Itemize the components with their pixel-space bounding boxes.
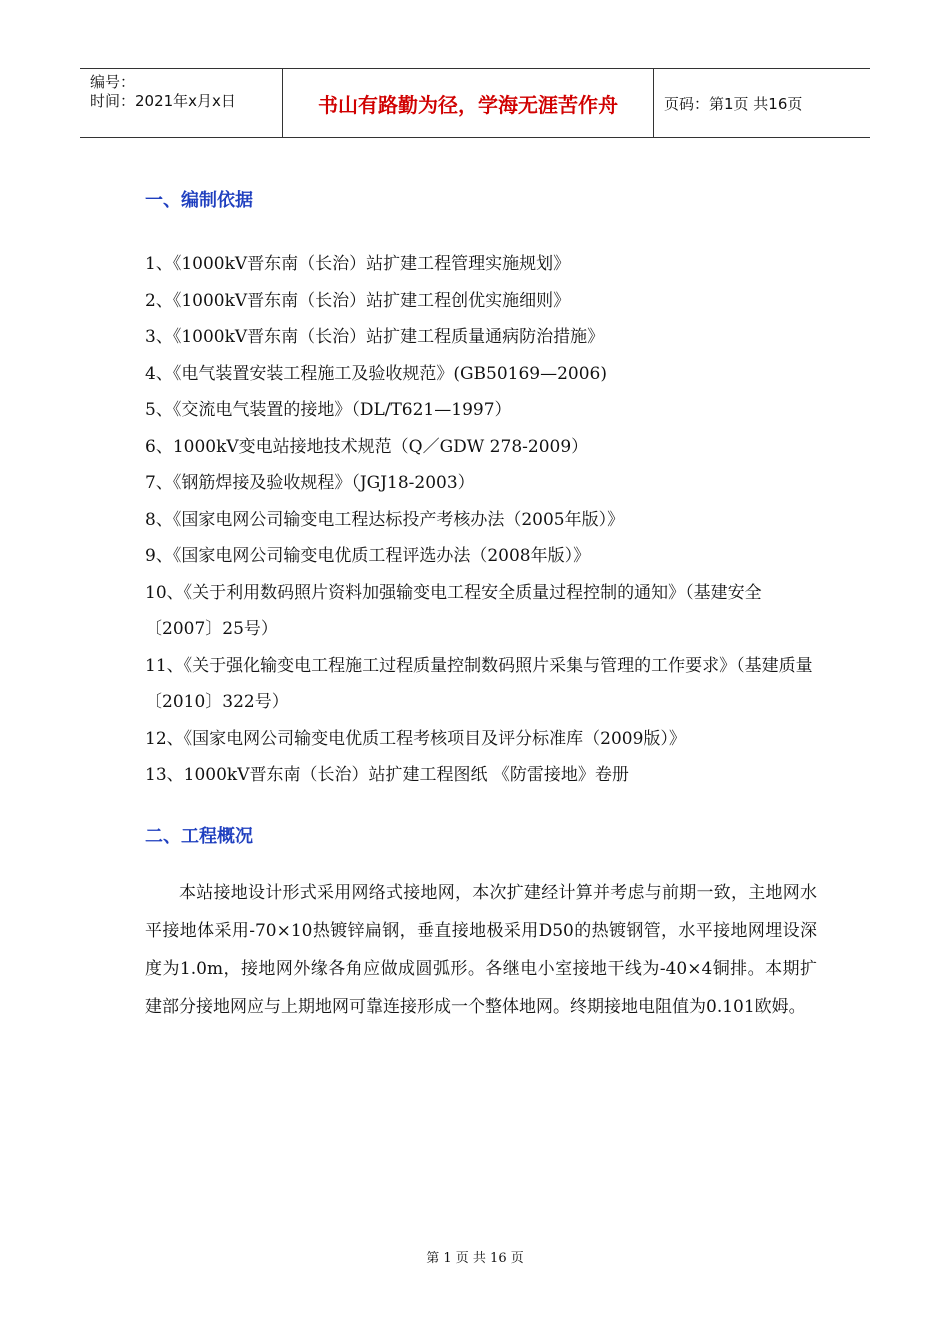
list-item: 13、1000kV晋东南（长治）站扩建工程图纸 《防雷接地》卷册 — [145, 765, 629, 785]
header-table — [80, 68, 870, 138]
list-item: 3、《1000kV晋东南（长治）站扩建工程质量通病防治措施》 — [145, 327, 605, 347]
list-item: 9、《国家电网公司输变电优质工程评选办法（2008年版）》 — [145, 546, 591, 566]
motto: 书山有路勤为径，学海无涯苦作舟 — [282, 69, 654, 137]
time-label: 时间：2021年x月x日 — [90, 92, 236, 110]
header-left-cell — [80, 69, 282, 137]
list-item: 5、《交流电气装置的接地》（DL/T621—1997） — [145, 400, 512, 420]
list-item: 8、《国家电网公司输变电工程达标投产考核办法（2005年版）》 — [145, 509, 625, 530]
number-label: 编号： — [90, 73, 136, 91]
list-item: 7、《钢筋焊接及验收规程》（JGJ18-2003） — [145, 473, 475, 493]
list-item: 1、《1000kV晋东南（长治）站扩建工程管理实施规划》 — [145, 254, 571, 274]
list-item: 6、1000kV变电站接地技术规范（Q／GDW 278-2009） — [145, 436, 589, 457]
list-item: 10、《关于利用数码照片资料加强输变电工程安全质量过程控制的通知》（基建安全〔2007〕25号） — [145, 582, 762, 639]
list-item: 12、《国家电网公司输变电优质工程考核项目及评分标准库（2009版）》 — [145, 728, 686, 749]
page-info: 页码：第1页 共16页 — [664, 94, 803, 113]
list-item: 4、《电气装置安装工程施工及验收规范》(GB50169—2006) — [145, 363, 607, 384]
section-title-basis: 一、编制依据 — [145, 190, 253, 211]
section-title-overview: 二、工程概况 — [145, 826, 253, 847]
reference-list — [145, 246, 815, 794]
list-item: 2、《1000kV晋东南（长治）站扩建工程创优实施细则》 — [145, 290, 571, 311]
page-footer: 第 1 页 共 16 页 — [426, 1251, 524, 1266]
list-item: 11、《关于强化输变电工程施工过程质量控制数码照片采集与管理的工作要求》（基建质量〔2010〕322号） — [145, 655, 813, 712]
overview-paragraph: 本站接地设计形式采用网络式接地网，本次扩建经计算并考虑与前期一致，主地网水平接地体采用-70×10热镀锌扁钢，垂直接地极采用D50的热镀钢管，水平接地网埋设深度为1.0m，接地网外缘各角应做成圆弧形。各继电小室接地干线为-40×4铜排。本期扩建部分接地网应与上期地网可靠连接形成一个整体地网。终期接地电阻值为0.101欧姆。 — [145, 883, 817, 1017]
